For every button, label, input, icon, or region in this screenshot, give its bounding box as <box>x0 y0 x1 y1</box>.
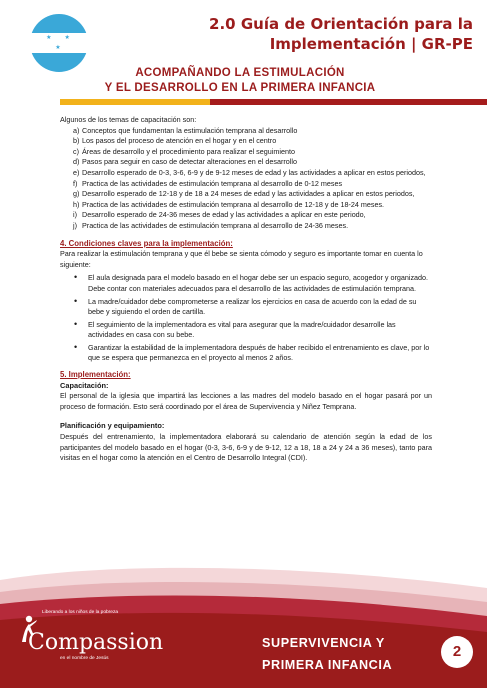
section-5-heading: 5. Implementación: <box>60 370 131 380</box>
bullet-icon: • <box>74 272 78 283</box>
list-item: • Garantizar la estabilidad de la implementadora después de haber recibido el entrenamiento es clave, por lo que se espera que permanezca en el proyecto al menos 2 años. <box>74 341 430 363</box>
honduras-flag-logo <box>30 14 88 72</box>
program-name <box>262 632 442 676</box>
topic-item: a) Conceptos que fundamentan la estimulación temprana al desarrollo <box>73 125 298 135</box>
document-body <box>60 115 432 464</box>
topics-list <box>60 126 432 232</box>
topic-item: c) Áreas de desarrollo y el procedimiento para realizar el seguimiento <box>73 146 295 156</box>
bullet-icon: • <box>74 318 78 329</box>
key-conditions-list <box>60 273 432 364</box>
document-title-line-2: Implementación | GR-PE <box>269 35 473 53</box>
bullet-icon: • <box>74 295 78 306</box>
section-4-intro: Para realizar la estimulación temprana y que él bebe se sienta cómodo y seguro es importante tomar en cuenta lo siguiente: <box>60 249 423 269</box>
yellow-divider-bar <box>60 99 210 105</box>
list-item: • El aula designada para el modelo basado en el hogar debe ser un espacio seguro, acogedor y organizado. Debe contar con materiales adecuados para el desarrollo de las actividades de estimulación temprana. <box>74 272 429 293</box>
topic-item: g) Desarrollo esperado de 12-18 y de 18 a 24 meses de edad y las actividades a aplicar en estos periodos, <box>73 189 415 199</box>
capacitacion-text: El personal de la iglesia que impartirá las lecciones a las madres del modelo basado en el hogar pasará por un proceso de formación. Esto será coordinado por el área de Supervivencia y Niñez Temprana. <box>60 391 432 411</box>
subtitle-line-2: Y EL DESARROLLO EN LA PRIMERA INFANCIA <box>104 82 376 94</box>
subtitle-line-1: ACOMPAÑANDO LA ESTIMULACIÓN <box>135 67 345 79</box>
bullet-icon: • <box>74 341 78 352</box>
topics-intro: Algunos de los temas de capacitación son: <box>60 115 197 124</box>
section-4-heading: 4. Condiciones claves para la implementación: <box>60 238 233 248</box>
stars-icon: ★ ★ ★ <box>46 35 72 51</box>
topic-item: e) Desarrollo esperado de 0-3, 3-6, 6-9 y de 9-12 meses de edad y las actividades a aplicar en estos periodos, <box>73 167 426 177</box>
logo-slogan: en el nombre de Jesús <box>60 656 109 661</box>
topic-item: j) Practica de las actividades de estimulación temprana al desarrollo de 24-36 meses. <box>73 220 349 230</box>
document-title <box>133 14 473 54</box>
topic-item: f) Practica de las actividades de estimulación temprana al desarrollo de 0-12 meses <box>73 178 343 188</box>
program-line-1: SUPERVIVENCIA Y <box>262 636 385 650</box>
program-line-2: PRIMERA INFANCIA <box>262 658 393 672</box>
document-subtitle <box>60 66 420 96</box>
capacitacion-title: Capacitación: <box>60 380 109 390</box>
red-divider-bar <box>210 99 487 105</box>
topic-item: b) Los pasos del proceso de atención en el hogar y en el centro <box>73 136 277 146</box>
planificacion-title: Planificación y equipamiento: <box>60 421 165 431</box>
topic-item: h) Practica de las actividades de estimulación temprana al desarrollo de 12-18 y de 18-24 meses. <box>73 199 385 209</box>
document-title-line-1: 2.0 Guía de Orientación para la <box>209 15 473 33</box>
topic-item: i) Desarrollo esperado de 24-36 meses de edad y las actividades a aplicar en este periodo, <box>73 210 366 220</box>
logo-tagline: Liberando a los niños de la pobreza <box>42 610 119 615</box>
list-item: • La madre/cuidador debe comprometerse a realizar los ejercicios en casa de acuerdo con la edad de su bebe y siguiendo el orden de cartilla. <box>74 295 417 317</box>
planificacion-text: Después del entrenamiento, la implementadora elaborará su calendario de atención según la edad de los participantes del modelo basado en el hogar (0-3, 3-6, 6-9 y de 9-12, 12 a 18, 18 a 24 y 24 a 36 meses), tanto para visitas en el hogar como la atención en el Centro de Desarrollo Integral (CDI). <box>60 432 432 463</box>
logo-brand: Compassion <box>28 630 164 655</box>
topic-item: d) Pasos para seguir en caso de detectar alteraciones en el desarrollo <box>73 157 297 167</box>
list-item: • El seguimiento de la implementadora es vital para asegurar que la madre/cuidador desarrolle las actividades en casa con su bebe. <box>74 318 396 340</box>
page-number: 2 <box>441 636 473 668</box>
